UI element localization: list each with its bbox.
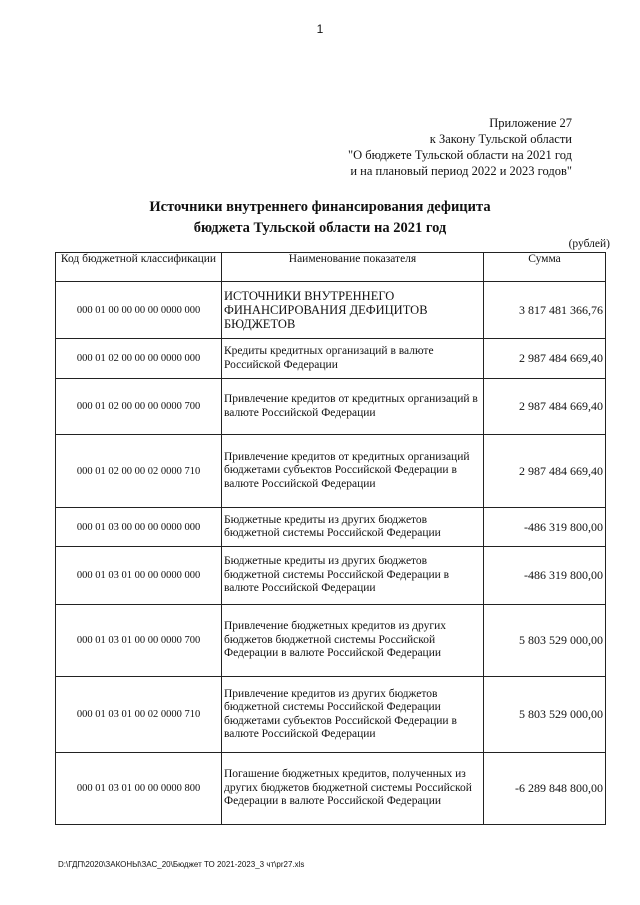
units-label: (рублей)	[568, 238, 610, 250]
row-sum: 5 803 529 000,00	[484, 605, 606, 677]
header-code: Код бюджетной классификации	[56, 253, 222, 282]
row-code: 000 01 02 00 00 02 0000 710	[56, 435, 222, 508]
row-code: 000 01 02 00 00 00 0000 000	[56, 339, 222, 379]
row-name: Погашение бюджетных кредитов, полученных из других бюджетов бюджетной системы Российской Федерации в валюте Российской Федерации	[222, 753, 484, 825]
appendix-line-1: Приложение 27	[489, 116, 572, 130]
row-code: 000 01 03 00 00 00 0000 000	[56, 508, 222, 547]
header-sum: Сумма	[484, 253, 606, 282]
row-sum: 3 817 481 366,76	[484, 282, 606, 339]
appendix-line-2: к Закону Тульской области	[429, 132, 572, 146]
row-code: 000 01 03 01 00 00 0000 800	[56, 753, 222, 825]
row-name: Привлечение кредитов от кредитных организаций бюджетами субъектов Российской Федерации в валюте Российской Федерации	[222, 435, 484, 508]
table-row	[56, 547, 606, 605]
row-name: Привлечение кредитов из других бюджетов бюджетной системы Российской Федерации бюджетами субъектов Российской Федерации в валюте Российской Федерации	[222, 677, 484, 753]
title-line-1: Источники внутреннего финансирования дефицита	[149, 199, 491, 215]
row-sum: -486 319 800,00	[484, 547, 606, 605]
budget-sources-table	[55, 252, 606, 825]
row-sum: 5 803 529 000,00	[484, 677, 606, 753]
row-name: ИСТОЧНИКИ ВНУТРЕННЕГО ФИНАНСИРОВАНИЯ ДЕФИЦИТОВ БЮДЖЕТОВ	[222, 282, 484, 339]
page-number: 1	[316, 22, 324, 36]
row-name: Кредиты кредитных организаций в валюте Российской Федерации	[222, 339, 484, 379]
row-sum: -486 319 800,00	[484, 508, 606, 547]
row-code: 000 01 02 00 00 00 0000 700	[56, 379, 222, 435]
row-sum: 2 987 484 669,40	[484, 435, 606, 508]
row-code: 000 01 03 01 00 02 0000 710	[56, 677, 222, 753]
row-code: 000 01 03 01 00 00 0000 700	[56, 605, 222, 677]
row-name: Привлечение бюджетных кредитов из других бюджетов бюджетной системы Российской Федерации в валюте Российской Федерации	[222, 605, 484, 677]
row-name: Бюджетные кредиты из других бюджетов бюджетной системы Российской Федерации в валюте Российской Федерации	[222, 547, 484, 605]
row-name: Привлечение кредитов от кредитных организаций в валюте Российской Федерации	[222, 379, 484, 435]
table-row	[56, 339, 606, 379]
document-title	[0, 197, 640, 239]
header-name: Наименование показателя	[222, 253, 484, 282]
table-row	[56, 435, 606, 508]
table-row	[56, 379, 606, 435]
row-sum: 2 987 484 669,40	[484, 379, 606, 435]
row-code: 000 01 03 01 00 00 0000 000	[56, 547, 222, 605]
appendix-line-4: и на плановый период 2022 и 2023 годов"	[350, 164, 572, 178]
table-row	[56, 282, 606, 339]
footer-file-path: D:\ГДП\2020\ЗАКОНЫ\ЗАС_20\Бюджет ТО 2021-2023_3 чт\pr27.xls	[58, 860, 305, 869]
table-header-row	[56, 253, 606, 282]
table-row	[56, 605, 606, 677]
table-row	[56, 508, 606, 547]
row-sum: 2 987 484 669,40	[484, 339, 606, 379]
table-row	[56, 677, 606, 753]
row-name: Бюджетные кредиты из других бюджетов бюджетной системы Российской Федерации	[222, 508, 484, 547]
title-line-2: бюджета Тульской области на 2021 год	[193, 220, 447, 236]
appendix-line-3: "О бюджете Тульской области на 2021 год	[348, 148, 572, 162]
appendix-block	[348, 115, 572, 179]
table-row	[56, 753, 606, 825]
row-code: 000 01 00 00 00 00 0000 000	[56, 282, 222, 339]
row-sum: -6 289 848 800,00	[484, 753, 606, 825]
